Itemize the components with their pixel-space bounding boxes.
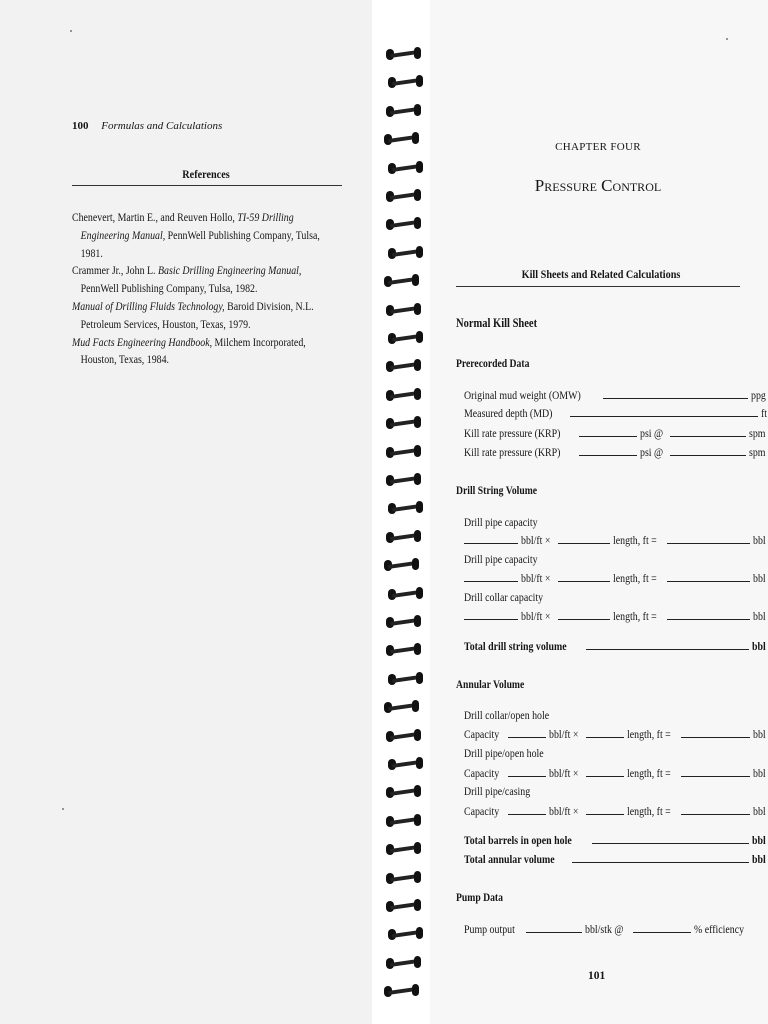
chapter-title: Pressure Control	[534, 176, 662, 195]
binding-coil	[384, 728, 424, 744]
dc-oh-row: Capacity bbl/ft × length, ft = bbl	[464, 729, 766, 741]
binding-coil	[386, 160, 426, 176]
binding-coil	[384, 302, 424, 318]
binding-coil	[386, 500, 426, 516]
total-drill-string-row: Total drill string volume bbl	[464, 641, 766, 653]
capacity-blank[interactable]	[508, 776, 546, 777]
total-blank[interactable]	[586, 649, 749, 650]
efficiency-blank[interactable]	[633, 932, 691, 933]
reference-item: Chenevert, Martin E., and Reuven Hollo, TI-59 Drilling Engineering Manual, PennWell Publishing Company, Tulsa, 1981.	[72, 212, 320, 260]
binding-coil	[384, 444, 424, 460]
binding-coil	[384, 841, 424, 857]
reference-list	[72, 210, 321, 370]
binding-coil	[382, 983, 422, 999]
total-blank[interactable]	[572, 862, 749, 863]
dp-oh-row: Capacity bbl/ft × length, ft = bbl	[464, 768, 766, 780]
binding-coil	[382, 273, 422, 289]
binding-coil	[384, 472, 424, 488]
omw-row: Original mud weight (OMW) ppg	[464, 390, 766, 402]
binding-coil	[386, 245, 426, 261]
binding-coil	[386, 756, 426, 772]
length-blank[interactable]	[558, 619, 610, 620]
binding-coil	[384, 898, 424, 914]
binding-coil	[384, 358, 424, 374]
scan-speck	[62, 808, 64, 810]
reference-item: Mud Facts Engineering Handbook, Milchem Incorporated, Houston, Texas, 1984.	[72, 336, 306, 367]
left-page	[0, 0, 372, 1024]
binding-coil	[386, 926, 426, 942]
binding-coil	[384, 216, 424, 232]
scan-speck	[70, 30, 72, 32]
annular-volume-heading: Annular Volume	[456, 679, 525, 691]
section-rule	[456, 286, 740, 287]
normal-kill-sheet-heading: Normal Kill Sheet	[456, 316, 538, 330]
krp-psi-blank[interactable]	[579, 436, 637, 437]
reference-item: Crammer Jr., John L. Basic Drilling Engineering Manual, PennWell Publishing Company, Tulsa, 1982.	[72, 265, 302, 296]
dp-capacity-row: bbl/ft × length, ft = bbl	[464, 569, 768, 585]
binding-coil	[386, 586, 426, 602]
pump-output-blank[interactable]	[526, 932, 582, 933]
dp-capacity-row: bbl/ft × length, ft = bbl	[464, 531, 768, 547]
dp-oh-label: Drill pipe/open hole	[464, 748, 544, 760]
length-blank[interactable]	[586, 776, 624, 777]
dc-oh-label: Drill collar/open hole	[464, 710, 550, 722]
binding-coil	[384, 870, 424, 886]
dp-csg-row: Capacity bbl/ft × length, ft = bbl	[464, 806, 766, 818]
length-blank[interactable]	[558, 581, 610, 582]
pump-output-row: Pump output bbl/stk @ % efficiency	[464, 924, 744, 936]
prerecorded-data-heading: Prerecorded Data	[456, 358, 530, 370]
volume-blank[interactable]	[681, 737, 750, 738]
krp-spm-blank[interactable]	[670, 436, 746, 437]
krp-psi-blank[interactable]	[579, 455, 637, 456]
chapter-label: CHAPTER FOUR	[555, 141, 641, 153]
dp-capacity-label: Drill pipe capacity	[464, 517, 538, 529]
length-blank[interactable]	[586, 814, 624, 815]
references-rule	[72, 185, 342, 186]
volume-blank[interactable]	[681, 776, 750, 777]
dp-capacity-label: Drill pipe capacity	[464, 554, 538, 566]
binding-coil	[382, 699, 422, 715]
binding-coil	[384, 642, 424, 658]
spiral-binding	[380, 46, 430, 1024]
dp-csg-label: Drill pipe/casing	[464, 786, 531, 798]
scan-speck	[726, 38, 728, 40]
binding-coil	[382, 131, 422, 147]
binding-coil	[384, 955, 424, 971]
total-open-hole-row: Total barrels in open hole bbl	[464, 835, 766, 847]
volume-blank[interactable]	[667, 619, 750, 620]
page-number-left: 100	[72, 120, 89, 132]
binding-coil	[386, 74, 426, 90]
omw-blank[interactable]	[603, 398, 748, 399]
krp-spm-blank[interactable]	[670, 455, 746, 456]
volume-blank[interactable]	[667, 581, 750, 582]
capacity-blank[interactable]	[464, 581, 518, 582]
page-number-right: 101	[588, 970, 606, 982]
capacity-blank[interactable]	[508, 737, 546, 738]
binding-coil	[384, 188, 424, 204]
binding-coil	[384, 813, 424, 829]
capacity-blank[interactable]	[464, 619, 518, 620]
kill-sheets-heading: Kill Sheets and Related Calculations	[521, 267, 681, 281]
binding-coil	[384, 415, 424, 431]
running-title: Formulas and Calculations	[101, 120, 223, 132]
binding-coil	[384, 529, 424, 545]
volume-blank[interactable]	[667, 543, 750, 544]
reference-item: Manual of Drilling Fluids Technology, Baroid Division, N.L. Petroleum Services, Houston, Texas, 1979.	[72, 300, 314, 331]
binding-coil	[384, 387, 424, 403]
references-heading: References	[182, 167, 230, 181]
pump-data-heading: Pump Data	[456, 892, 503, 904]
binding-coil	[386, 330, 426, 346]
running-header	[72, 120, 222, 132]
total-blank[interactable]	[592, 843, 749, 844]
right-page	[430, 0, 768, 1024]
total-annular-row: Total annular volume bbl	[464, 854, 766, 866]
length-blank[interactable]	[558, 543, 610, 544]
volume-blank[interactable]	[681, 814, 750, 815]
md-blank[interactable]	[570, 416, 758, 417]
krp-row: Kill rate pressure (KRP) psi @ spm	[464, 447, 766, 459]
dc-capacity-label: Drill collar capacity	[464, 592, 544, 604]
binding-coil	[384, 784, 424, 800]
binding-coil	[384, 46, 424, 62]
capacity-blank[interactable]	[464, 543, 518, 544]
drill-string-heading: Drill String Volume	[456, 485, 538, 497]
binding-coil	[386, 671, 426, 687]
binding-coil	[384, 103, 424, 119]
capacity-blank[interactable]	[508, 814, 546, 815]
md-row: Measured depth (MD) ft	[464, 408, 768, 420]
dc-capacity-row: bbl/ft × length, ft = bbl	[464, 607, 768, 623]
binding-coil	[382, 557, 422, 573]
binding-coil	[384, 614, 424, 630]
length-blank[interactable]	[586, 737, 624, 738]
krp-row: Kill rate pressure (KRP) psi @ spm	[464, 428, 766, 440]
